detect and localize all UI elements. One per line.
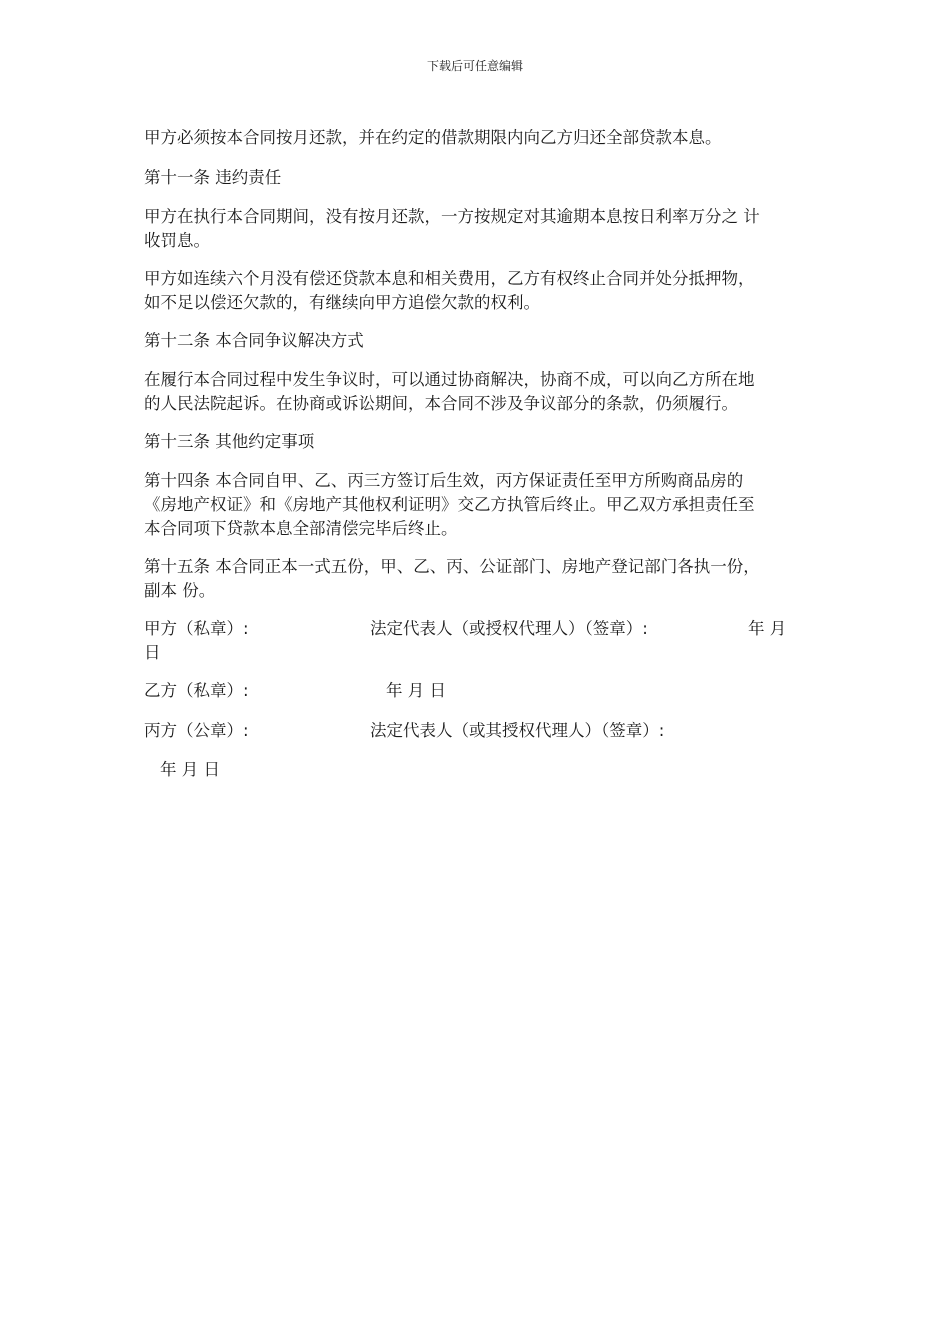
- article-13-heading: [144, 430, 809, 454]
- heading-text: 第十一条 违约责任: [144, 168, 282, 187]
- party-a-seal-label: 甲方（私章）:: [144, 619, 249, 638]
- article-14: [144, 469, 809, 541]
- party-a-date-year-month: 年 月: [748, 619, 787, 638]
- party-c-representative-label: 法定代表人（或其授权代理人）（签章）:: [370, 721, 665, 740]
- paragraph-line: 的人民法院起诉。在协商或诉讼期间，本合同不涉及争议部分的条款，仍须履行。: [144, 394, 738, 413]
- article-11-heading: [144, 166, 809, 190]
- heading-text: 第十三条 其他约定事项: [144, 432, 315, 451]
- paragraph-termination: [144, 267, 809, 315]
- page-header: 下载后可任意编辑: [426, 59, 523, 73]
- party-b-date: 年 月 日: [386, 681, 446, 700]
- party-a-date-day: 日: [144, 643, 161, 662]
- paragraph-line: 《房地产权证》和《房地产其他权利证明》交乙方执管后终止。甲乙双方承担责任至: [144, 495, 755, 514]
- paragraph-line: 第十五条 本合同正本一式五份，甲、乙、丙、公证部门、房地产登记部门各执一份，: [144, 557, 760, 576]
- party-a-representative-label: 法定代表人（或授权代理人）（签章）:: [370, 619, 648, 638]
- party-c-seal-label: 丙方（公章）:: [144, 721, 249, 740]
- paragraph-line: 收罚息。: [144, 231, 210, 250]
- party-c-date: 年 月 日: [160, 760, 220, 779]
- article-12-heading: [144, 329, 809, 353]
- heading-text: 第十二条 本合同争议解决方式: [144, 331, 364, 350]
- paragraph-repayment: [144, 126, 809, 150]
- paragraph-line: 本合同项下贷款本息全部清偿完毕后终止。: [144, 519, 458, 538]
- paragraph-line: 副本 份。: [144, 581, 216, 600]
- paragraph-line: 如不足以偿还欠款的，有继续向甲方追偿欠款的权利。: [144, 293, 540, 312]
- article-15: [144, 555, 809, 603]
- paragraph-line: 第十四条 本合同自甲、乙、丙三方签订后生效，丙方保证责任至甲方所购商品房的: [144, 471, 744, 490]
- paragraph-line: 甲方在执行本合同期间，没有按月还款，一方按规定对其逾期本息按日利率万分之 计: [144, 207, 760, 226]
- paragraph-line: 甲方必须按本合同按月还款，并在约定的借款期限内向乙方归还全部贷款本息。: [144, 128, 722, 147]
- paragraph-line: 甲方如连续六个月没有偿还贷款本息和相关费用，乙方有权终止合同并处分抵押物，: [144, 269, 755, 288]
- party-b-seal-label: 乙方（私章）:: [144, 681, 249, 700]
- paragraph-penalty: [144, 205, 809, 253]
- paragraph-line: 在履行本合同过程中发生争议时，可以通过协商解决，协商不成，可以向乙方所在地: [144, 370, 755, 389]
- paragraph-dispute: [144, 368, 809, 416]
